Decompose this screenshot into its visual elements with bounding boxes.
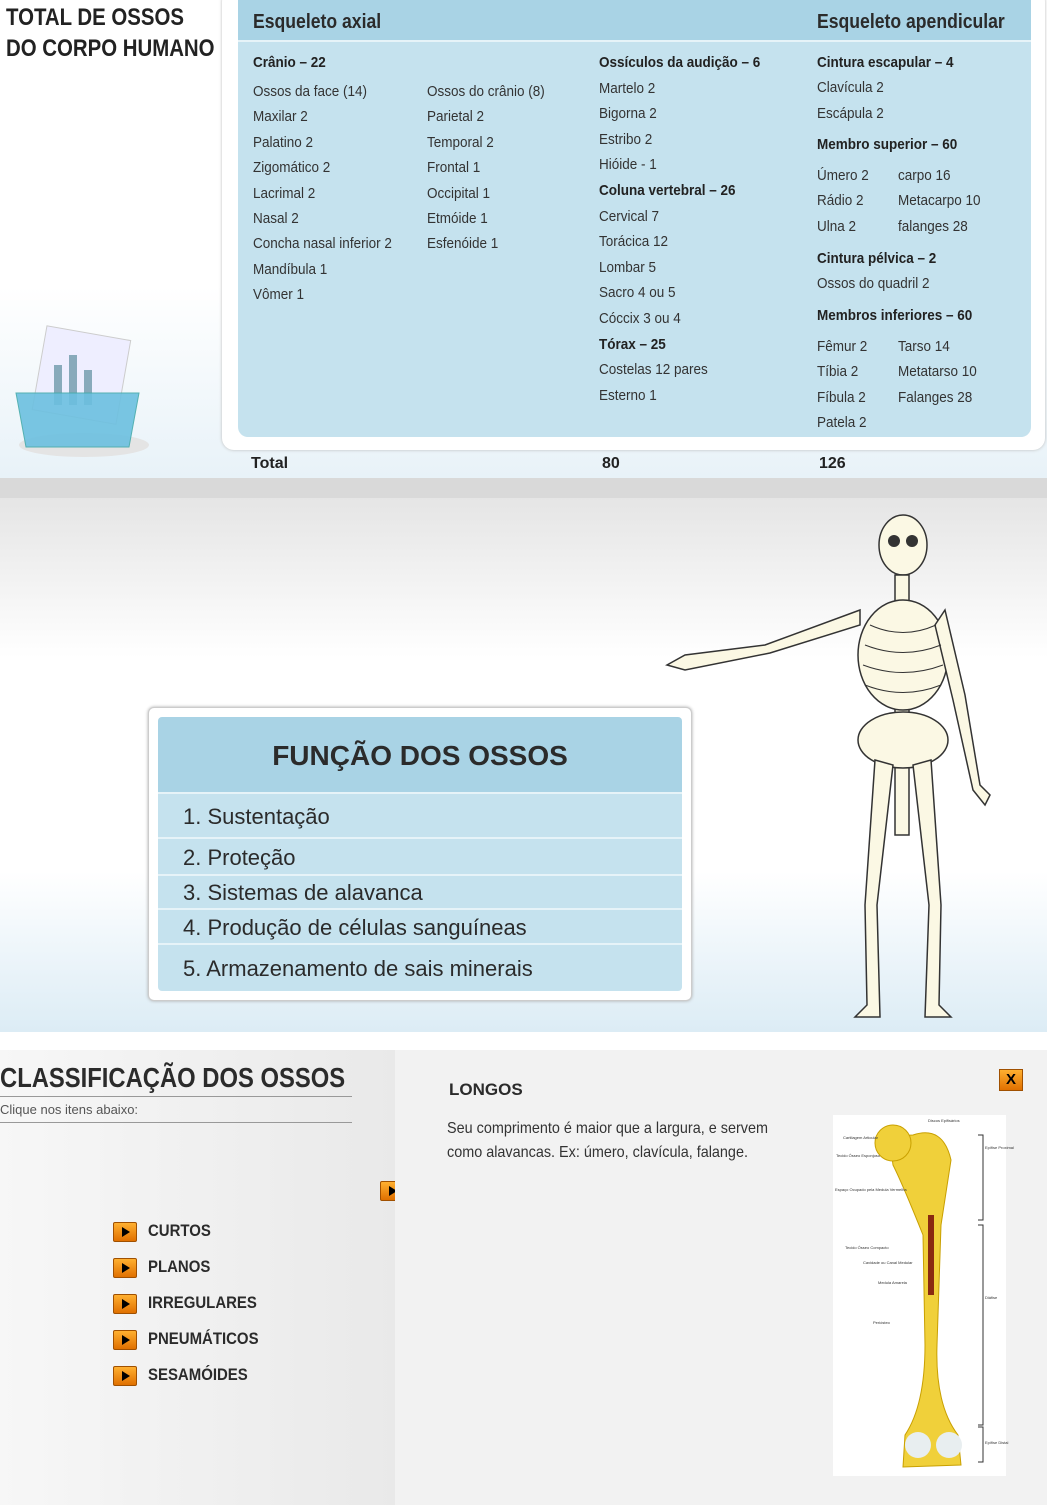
table-cell: Hióide - 1 (599, 156, 657, 174)
table-cell: Fíbula 2 (817, 389, 866, 406)
table-cell: Úmero 2 (817, 167, 869, 184)
spacer (0, 1032, 1047, 1050)
apendicular-header: Esqueleto apendicular (817, 11, 1005, 33)
table-cell: Nasal 2 (253, 210, 299, 227)
category-sesamóides[interactable]: SESAMÓIDES (148, 1365, 248, 1384)
divider (0, 478, 1047, 498)
play-icon[interactable] (113, 1366, 137, 1386)
table-cell: Costelas 12 pares (599, 361, 708, 379)
bone-label: Epífise Distal (985, 1440, 1009, 1445)
bone-label: Tecido Ósseo Esponjoso (836, 1153, 881, 1158)
axial-header: Esqueleto axial (253, 11, 382, 33)
table-cell: carpo 16 (898, 167, 951, 184)
bone-label: Tecido Ósseo Compacto (845, 1245, 889, 1250)
group-header: Coluna vertebral – 26 (599, 182, 736, 199)
table-cell: Metacarpo 10 (898, 192, 981, 209)
table-cell: Occipital 1 (427, 184, 491, 202)
total-label: Total (251, 455, 289, 472)
category-planos[interactable]: PLANOS (148, 1257, 211, 1276)
table-cell: Escápula 2 (817, 105, 884, 122)
skeleton-illustration (655, 505, 1005, 1025)
bone-label: Cavidade ou Canal Medular (863, 1260, 913, 1265)
table-cell: Bigorna 2 (599, 105, 657, 123)
category-curtos[interactable]: CURTOS (148, 1221, 211, 1240)
play-icon[interactable] (113, 1258, 137, 1278)
classificacao-menu (0, 1050, 395, 1505)
table-cell: Rádio 2 (817, 192, 864, 209)
table-cell: Concha nasal inferior 2 (253, 235, 392, 253)
funcao-title: FUNÇÃO DOS OSSOS (158, 717, 682, 792)
classificacao-title: CLASSIFICAÇÃO DOS OSSOS (0, 1062, 346, 1093)
divider (0, 1122, 352, 1123)
category-irregulares[interactable]: IRREGULARES (148, 1293, 257, 1312)
divider (0, 1096, 352, 1097)
bone-label: Medula Amarela (878, 1280, 907, 1285)
bone-label: Diáfise (985, 1295, 998, 1300)
bone-label: Periósteo (873, 1320, 890, 1325)
table-cell: Parietal 2 (427, 108, 485, 126)
table-cell: Zigomático 2 (253, 159, 331, 177)
section-title (6, 2, 215, 64)
table-cell: Frontal 1 (427, 159, 481, 177)
cranio-header: Crânio – 22 (253, 54, 326, 71)
group-header: Tórax – 25 (599, 335, 666, 353)
close-button[interactable]: X (999, 1069, 1023, 1091)
table-cell: Lacrimal 2 (253, 184, 316, 202)
play-icon[interactable] (113, 1222, 137, 1242)
table-cell: Esterno 1 (599, 386, 657, 404)
table-cell: Palatino 2 (253, 133, 314, 151)
bone-label: Cartilagem Articular (843, 1135, 878, 1140)
table-cell: Falanges 28 (898, 389, 973, 406)
table-cell: Estribo 2 (599, 130, 653, 148)
title-line: DO CORPO HUMANO (6, 35, 215, 62)
classificacao-subtitle: Clique nos itens abaixo: (0, 1102, 139, 1117)
table-cell: Tíbia 2 (817, 363, 859, 380)
category-pneumáticos[interactable]: PNEUMÁTICOS (148, 1329, 259, 1348)
table-cell: Sacro 4 ou 5 (599, 284, 676, 302)
play-icon[interactable] (113, 1330, 137, 1350)
table-cell: Maxilar 2 (253, 108, 308, 126)
group-header: Ossículos da audição – 6 (599, 54, 761, 71)
play-icon[interactable] (113, 1294, 137, 1314)
table-cell: Cóccix 3 ou 4 (599, 310, 681, 327)
funcao-item: 1. Sustentação (158, 792, 682, 837)
total-apendicular: 126 (819, 455, 846, 472)
table-cell: Ossos do crânio (8) (427, 83, 545, 100)
bone-label: Discos Epifisários (928, 1118, 960, 1123)
long-bone-diagram (833, 1115, 1014, 1476)
group-header: Cintura pélvica – 2 (817, 250, 937, 267)
table-cell: falanges 28 (898, 218, 968, 235)
table-cell: Metatarso 10 (898, 363, 977, 380)
chart-folder-icon (14, 325, 154, 475)
group-header: Membros inferiores – 60 (817, 307, 973, 324)
table-cell: Etmóide 1 (427, 210, 488, 227)
table-cell: Torácica 12 (599, 233, 669, 251)
bone-label: Epífise Proximal (985, 1145, 1014, 1150)
funcao-item: 3. Sistemas de alavanca (158, 874, 682, 908)
table-cell: Fêmur 2 (817, 338, 868, 355)
table-cell: Esfenóide 1 (427, 235, 499, 253)
table-cell: Lombar 5 (599, 258, 657, 276)
detail-text: como alavancas. Ex: úmero, clavícula, falange. (447, 1144, 748, 1161)
total-axial: 80 (602, 455, 620, 472)
table-cell: Temporal 2 (427, 133, 494, 151)
table-cell: Ulna 2 (817, 218, 857, 235)
femur-illustration (833, 1115, 1009, 1476)
table-cell: Ossos da face (14) (253, 83, 368, 100)
table-cell: Ossos do quadril 2 (817, 275, 930, 292)
table-cell: Martelo 2 (599, 79, 656, 97)
title-line: TOTAL DE OSSOS (6, 4, 184, 31)
funcao-item: 4. Produção de células sanguíneas (158, 908, 682, 943)
table-cell: Clavícula 2 (817, 79, 884, 96)
table-cell: Patela 2 (817, 414, 867, 431)
bone-label: Espaço Ocupado pela Medula Vermelha (835, 1187, 907, 1192)
table-cell: Tarso 14 (898, 338, 950, 355)
table-cell: Vômer 1 (253, 286, 305, 304)
table-cell: Cervical 7 (599, 207, 660, 225)
funcao-item: 2. Proteção (158, 837, 682, 874)
table-cell: Mandíbula 1 (253, 260, 328, 278)
group-header: Membro superior – 60 (817, 136, 958, 153)
detail-title: LONGOS (449, 1080, 523, 1099)
detail-text: Seu comprimento é maior que a largura, e servem (447, 1120, 768, 1137)
group-header: Cintura escapular – 4 (817, 54, 954, 71)
funcao-item: 5. Armazenamento de sais minerais (158, 943, 682, 991)
